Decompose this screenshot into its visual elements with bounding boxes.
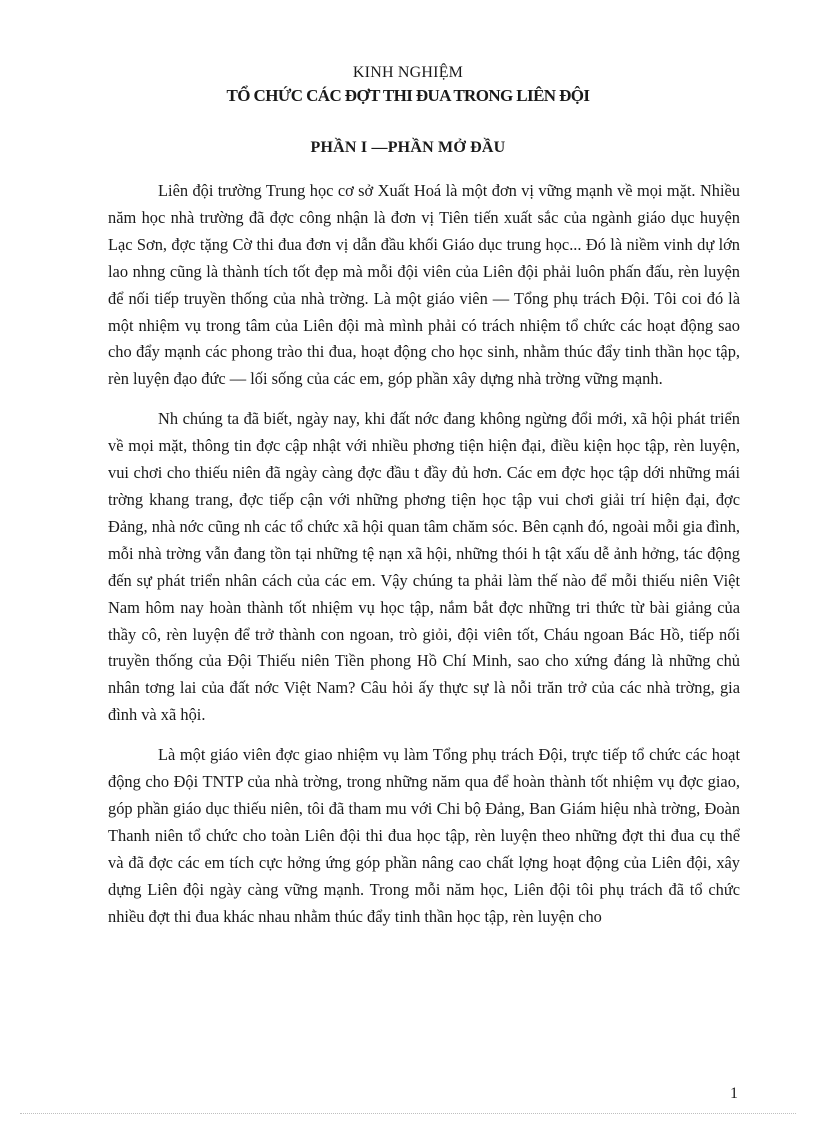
document-body xyxy=(108,178,740,930)
paragraph-1: Liên đội trường Trung học cơ sở Xuất Hoá là một đơn vị vững mạnh về mọi mặt. Nhiều năm học nhà trường đã đợc công nhận là đơn vị Tiên tiến xuất sắc của ngành giáo dục huyện Lạc Sơn, đợc tặng Cờ thi đua đơn vị dẫn đầu khối Giáo dục trung học... Đó là niềm vinh dự lớn lao nhng cũng là thành tích tốt đẹp mà mỗi đội viên của Liên đội phải luôn phấn đấu, rèn luyện để nối tiếp truyền thống của nhà trờng. Là một giáo viên — Tổng phụ trách Đội. Tôi coi đó là một nhiệm vụ trong tâm của Liên đội mà mình phải có trách nhiệm tổ chức các hoạt động sao cho đẩy mạnh các phong trào thi đua, hoạt động cho học sinh, nhằm thúc đẩy tinh thần học tập, rèn luyện đạo đức — lối sống của các em, góp phần xây dựng nhà trờng vững mạnh. xyxy=(108,181,740,389)
page-number: 1 xyxy=(730,1085,738,1102)
paragraph-spacer xyxy=(108,393,740,406)
paragraph-2: Nh chúng ta đã biết, ngày nay, khi đất nớc đang không ngừng đổi mới, xã hội phát triển về mọi mặt, thông tin đợc cập nhật với nhiều phơng tiện hiện đại, điều kiện học tập, rèn luyện, vui chơi cho thiếu niên đã ngày càng đợc đầu t đầy đủ hơn. Các em đợc học tập dới những mái trờng khang trang, đợc tiếp cận với những phơng tiện học tập vui chơi giải trí hiện đại, đợc Đảng, nhà nớc cũng nh các tổ chức xã hội quan tâm chăm sóc. Bên cạnh đó, ngoài mỗi gia đình, mỗi nhà trờng vẫn đang tồn tại những tệ nạn xã hội, những thói h tật xấu dễ ảnh hởng, tác động đến sự phát triển nhân cách của các em. Vậy chúng ta phải làm thế nào để mỗi thiếu niên Việt Nam hôm nay hoàn thành tốt nhiệm vụ học tập, nắm bắt đợc những tri thức từ bài giảng của thầy cô, rèn luyện để trở thành con ngoan, trò giỏi, đội viên tốt, Cháu ngoan Bác Hồ, tiếp nối truyền thống của Đội Thiếu niên Tiền phong Hồ Chí Minh, sao cho xứng đáng là những chủ nhân tơng lai của đất nớc Việt Nam? Câu hỏi ấy thực sự là nỗi trăn trở của các nhà trờng, gia đình và xã hội. xyxy=(108,409,740,725)
paragraph-spacer xyxy=(108,729,740,742)
paragraph-3: Là một giáo viên đợc giao nhiệm vụ làm Tổng phụ trách Đội, trực tiếp tổ chức các hoạt động cho Đội TNTP của nhà trờng, trong những năm qua để hoàn thành tốt nhiệm vụ đợc giao, góp phần giáo dục thiếu niên, tôi đã tham mu với Chi bộ Đảng, Ban Giám hiệu nhà trờng, Đoàn Thanh niên tổ chức cho toàn Liên đội thi đua học tập, rèn luyện theo những đợt thi đua cụ thể và đã đợc các em tích cực hởng ứng góp phần nâng cao chất lợng hoạt động của Liên đội, xây dựng Liên đội ngày càng vững mạnh. Trong mỗi năm học, Liên đội tôi phụ trách đã tổ chức nhiều đợt thi đua khác nhau nhằm thúc đẩy tinh thần học tập, rèn luyện cho xyxy=(108,745,740,926)
document-kicker: KINH NGHIỆM xyxy=(352,64,464,81)
section-heading: PHẦN I —PHẦN MỞ ĐẦU xyxy=(310,139,506,156)
page-bottom-divider xyxy=(20,1113,796,1114)
document-title: TỔ CHỨC CÁC ĐỢT THI ĐUA TRONG LIÊN ĐỘI xyxy=(226,86,590,105)
